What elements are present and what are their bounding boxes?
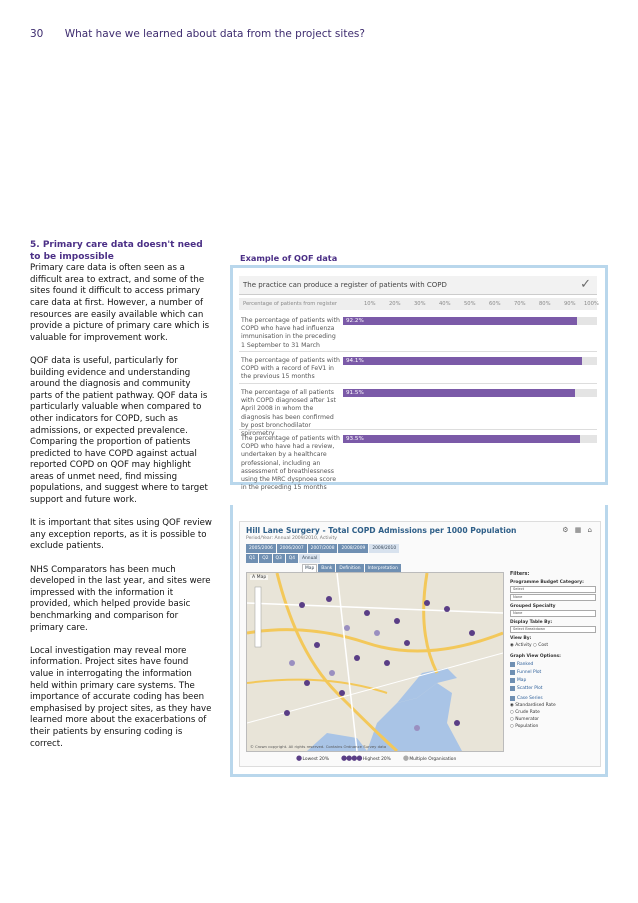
page-title: What have we learned about data from the project sites? — [64, 28, 365, 40]
check-icon: ✓ — [580, 277, 591, 292]
view-by-options[interactable]: ◉ Activity ○ Cost — [510, 643, 549, 648]
page-number: 30 — [30, 28, 44, 40]
scatter-icon — [510, 686, 515, 691]
scale-tick: 90% — [564, 301, 576, 307]
tab-year[interactable]: 2006/2007 — [277, 544, 307, 553]
tab-year[interactable]: 2009/2010 — [369, 544, 399, 553]
map-graphic — [247, 573, 503, 751]
tab-quarter[interactable]: Q3 — [273, 554, 285, 563]
case-series-option[interactable]: Case Series — [510, 696, 596, 701]
qof-caption: Example of QOF data — [240, 253, 338, 263]
tab-view[interactable]: Bank — [318, 564, 335, 573]
scale-tick: 50% — [464, 301, 476, 307]
scale-tick: 40% — [439, 301, 451, 307]
filters-panel — [510, 572, 596, 729]
qof-bar-track — [343, 317, 597, 325]
specialty-label: Grouped Specialty — [510, 604, 556, 609]
legend-low: Lowest 20% — [302, 757, 330, 762]
graph-heading: Graph View Options: — [510, 654, 561, 659]
qof-row-text: The percentage of patients with COPD with a record of FeV1 in the previous 15 months — [241, 357, 340, 381]
section-heading: 5. Primary care data doesn't need to be impossible — [30, 240, 203, 262]
tab-view[interactable]: Map — [302, 564, 317, 573]
qof-bar — [343, 389, 575, 397]
scale-tick: 20% — [389, 301, 401, 307]
scale-tick: 60% — [489, 301, 501, 307]
specialty-select[interactable]: None — [510, 610, 596, 617]
pin-icon: ● — [296, 754, 302, 762]
paragraph: QOF data is useful, particularly for building evidence and understanding around the diagnosis and community parts of the patient pathway. QOF data is particularly valuable when compared to other indicators for COPD, such as admissions, or expected prevalence. Comparing the proportion of patients predicted to have COPD against actual reported COPD on QOF may highlight areas of unmet need, find missing populations, and suggest where to target support and future work. — [30, 355, 208, 506]
series-icon — [510, 696, 515, 701]
qof-row — [239, 386, 597, 438]
graph-option[interactable]: Map — [510, 678, 596, 683]
qof-row — [239, 432, 597, 492]
paragraph: NHS Comparators has been much developed in the last year, and sites were impressed with the information it provided, which helped provide basic benchmarking and comparison for primary care. — [30, 564, 211, 633]
tab-year[interactable]: 2008/2009 — [338, 544, 368, 553]
paragraph: Local investigation may reveal more information. Project sites have found value in interrogating the information held within primary care systems. The importance of accurate coding has been emphasised by project sites, as they have learned more about the exacerbations of their patients by ensuring coding is correct. — [30, 645, 212, 749]
tab-year[interactable]: 2005/2006 — [246, 544, 276, 553]
display-select[interactable]: Select Breakdown — [510, 626, 596, 633]
tab-quarter[interactable]: Q2 — [259, 554, 271, 563]
view-by-label: View By: — [510, 636, 532, 641]
scale-tick: 100% — [584, 301, 599, 307]
case-opt[interactable]: ○ Numerator — [510, 717, 539, 722]
map-title: Hill Lane Surgery - Total COPD Admissions per 1000 Population — [246, 526, 517, 535]
tab-quarter[interactable]: Annual — [299, 554, 320, 563]
scale-tick: 30% — [414, 301, 426, 307]
map-legend — [296, 754, 456, 762]
paragraph: Primary care data is often seen as a difficult area to extract, and some of the sites found it difficult to access primary care data at first. However, a number of resources are easily available which can provide a picture of primary care which is valuable for improvement work. — [30, 263, 210, 343]
map-label: A Map — [252, 575, 267, 580]
tab-year[interactable]: 2007/2008 — [308, 544, 338, 553]
qof-row — [239, 354, 597, 384]
scale-tick: 10% — [364, 301, 376, 307]
year-tabs — [246, 544, 399, 553]
toolbar-icons[interactable]: ⚙ ▦ ⌂ — [562, 526, 594, 534]
case-opt[interactable]: ◉ Standardised Rate — [510, 703, 556, 708]
qof-row — [239, 314, 597, 352]
tab-view[interactable]: Interpretation — [365, 564, 401, 573]
graph-option[interactable]: Ranked — [510, 662, 596, 667]
map-figure — [230, 505, 608, 777]
qof-row-text: The percentage of patients with COPD who have had a review, undertaken by a healthcare professional, including an assessment of breathlessness using the MRC dyspnoea score in the preceding 15 months — [241, 435, 340, 492]
category-label: Programme Budget Category: — [510, 580, 584, 585]
graph-option[interactable]: Funnel Plot — [510, 670, 596, 675]
case-opt[interactable]: ○ Crude Rate — [510, 710, 540, 715]
paragraph: It is important that sites using QOF review any exception reports, as it is possible to exclude patients. — [30, 518, 212, 552]
scale-tick: 80% — [539, 301, 551, 307]
qof-bar-track — [343, 389, 597, 397]
qof-scale — [239, 298, 597, 310]
left-column — [30, 240, 212, 762]
map-canvas[interactable] — [246, 572, 504, 752]
quarter-tabs — [246, 554, 320, 563]
qof-bar-track — [343, 435, 597, 443]
qof-bar-value: 93.5% — [346, 436, 364, 442]
qof-bar — [343, 435, 580, 443]
map-icon — [510, 678, 515, 683]
scale-tick: 70% — [514, 301, 526, 307]
qof-figure — [230, 265, 608, 492]
qof-bar-value: 91.5% — [346, 390, 364, 396]
qof-row-text: The percentage of all patients with COPD diagnosed after 1st April 2008 in whom the diagnosis has been confirmed by post bronchodilator spirometry — [241, 389, 336, 438]
qof-bar-value: 94.1% — [346, 358, 364, 364]
tab-quarter[interactable]: Q4 — [286, 554, 298, 563]
category-select[interactable]: Select — [510, 586, 596, 593]
comparators-window — [239, 521, 601, 767]
case-opt[interactable]: ○ Population — [510, 724, 539, 729]
qof-register-row — [239, 276, 597, 295]
qof-scale-label: Percentage of patients from register — [243, 301, 338, 307]
chart-icon — [510, 662, 515, 667]
graph-option[interactable]: Scatter Plot — [510, 686, 596, 691]
filters-heading: Filters: — [510, 572, 530, 577]
map-subtitle: Period/Year: Annual 2009/2010, Activity — [246, 536, 337, 541]
map-copyright: © Crown copyright. All rights reserved. Contains Ordnance Survey data — [250, 744, 387, 749]
pin-icon: ●●●● — [341, 754, 362, 762]
display-label: Display Table By: — [510, 620, 553, 625]
qof-bar — [343, 357, 582, 365]
qof-bar-track — [343, 357, 597, 365]
qof-register-text: The practice can produce a register of patients with COPD — [243, 281, 447, 289]
tab-view[interactable]: Definition — [336, 564, 363, 573]
qof-row-text: The percentage of patients with COPD who have had influenza immunisation in the preceding 1 September to 31 March — [241, 317, 340, 349]
category-select-2[interactable]: None — [510, 594, 596, 601]
qof-bar-value: 92.2% — [346, 318, 364, 324]
qof-bar — [343, 317, 577, 325]
tab-quarter[interactable]: Q1 — [246, 554, 258, 563]
page-header — [30, 28, 365, 40]
chart-icon — [510, 670, 515, 675]
legend-multiple: Multiple Organisation — [409, 757, 457, 762]
pin-icon: ● — [402, 754, 408, 762]
legend-high: Highest 20% — [362, 757, 391, 762]
